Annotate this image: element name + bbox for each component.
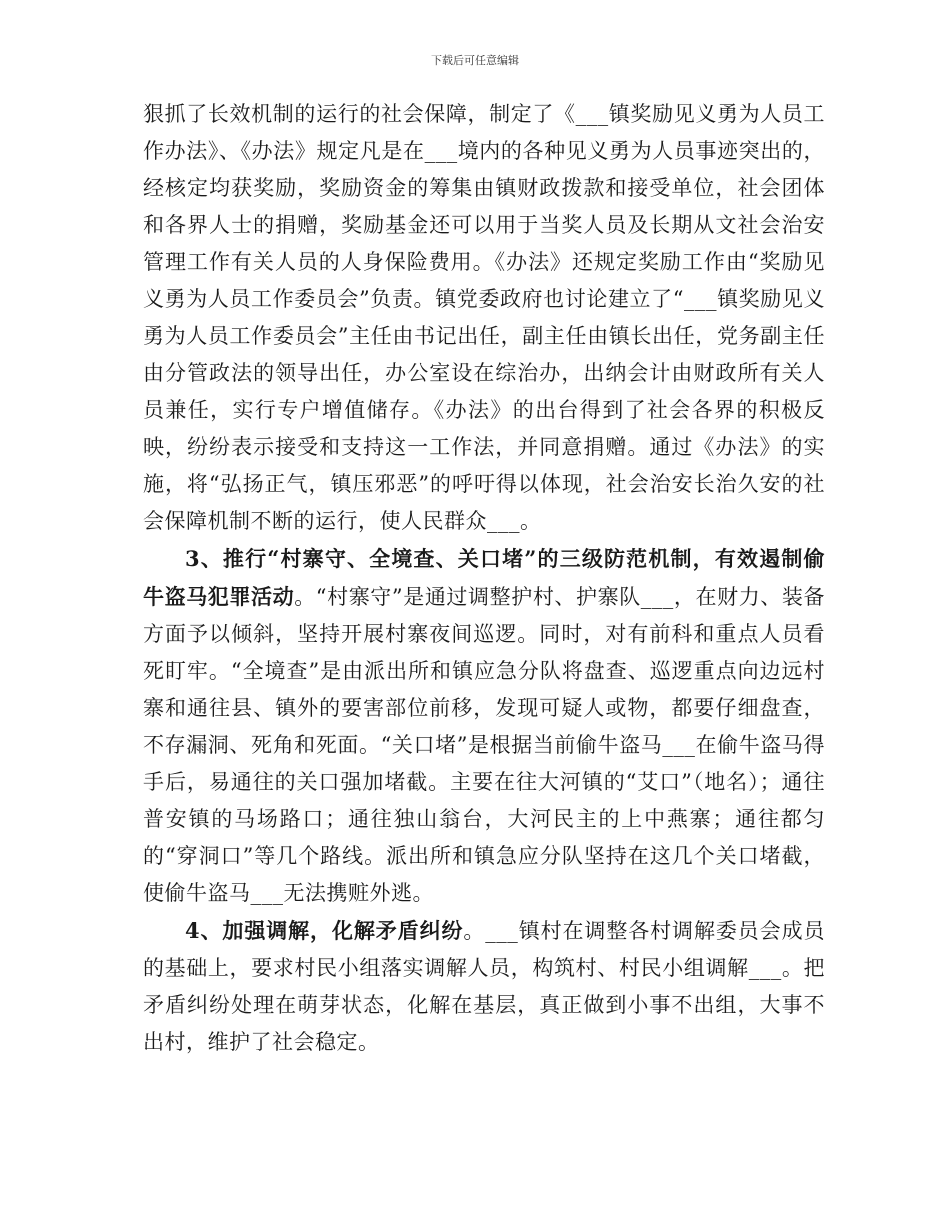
paragraph-2-heading: 3、推行“村寨守、全境查、关口堵”的三级防范机制，有效遏制偷牛盗马犯罪活动 bbox=[143, 546, 825, 609]
paragraph-3-heading: 4、加强调解，化解矛盾纠纷 bbox=[185, 918, 464, 943]
paragraph-3 bbox=[143, 912, 825, 1061]
paragraph-2-body: 。“村寨守”是通过调整护村、护寨队___，在财力、装备方面予以倾斜，坚持开展村寨夜间巡逻。同时，对有前科和重点人员看死盯牢。“全境查”是由派出所和镇应急分队将盘查、巡逻重点向边远村寨和通往县、镇外的要害部位前移，发现可疑人或物，都要仔细盘查，不存漏洞、死角和死面。“关口堵”是根据当前偷牛盗马___在偷牛盗马得手后，易通往的关口强加堵截。主要在往大河镇的“艾口”（地名）；通往普安镇的马场路口；通往独山翁台，大河民主的上中燕寨；通往都匀的“穿洞口”等几个路线。派出所和镇急应分队坚持在这几个关口堵截，使偷牛盗马___无法携赃外逃。 bbox=[143, 585, 825, 905]
page-header: 下载后可任意编辑 bbox=[431, 54, 519, 67]
paragraph-1: 狠抓了长效机制的运行的社会保障，制定了《___镇奖励见义勇为人员工作办法》、《办法》规定凡是在___境内的各种见义勇为人员事迹突出的，经核定均获奖励，奖励资金的筹集由镇财政拨款和接受单位，社会团体和各界人士的捐赠，奖励基金还可以用于当奖人员及长期从文社会治安管理工作有关人员的人身保险费用。《办法》还规定奖励工作由“奖励见义勇为人员工作委员会”负责。镇党委政府也讨论建立了“___镇奖励见义勇为人员工作委员会”主任由书记出任，副主任由镇长出任，党务副主任由分管政法的领导出任，办公室设在综治办，出纳会计由财政所有关人员兼任，实行专户增值储存。《办法》的出台得到了社会各界的积极反映，纷纷表示接受和支持这一工作法，并同意捐赠。通过《办法》的实施，将“弘扬正气，镇压邪恶”的呼吁得以体现，社会治安长治久安的社会保障机制不断的运行，使人民群众___。 bbox=[143, 102, 825, 533]
paragraph-3-body: 。___镇村在调整各村调解委员会成员的基础上，要求村民小组落实调解人员，构筑村、村民小组调解___。把矛盾纠纷处理在萌芽状态，化解在基层，真正做到小事不出组，大事不出村，维护了社会稳定。 bbox=[143, 919, 825, 1054]
document-body bbox=[143, 96, 825, 1061]
paragraph-2 bbox=[143, 540, 825, 912]
